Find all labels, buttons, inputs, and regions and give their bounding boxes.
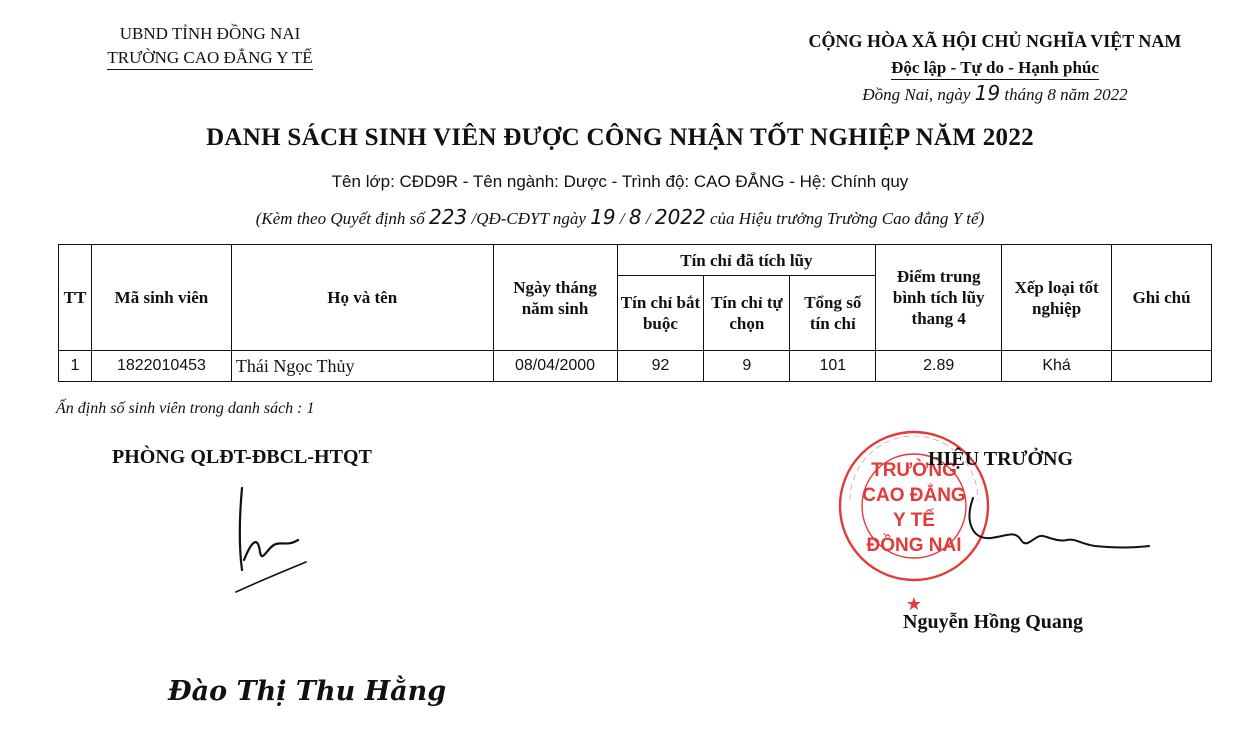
cell-credits-elective: 9	[704, 351, 790, 382]
decision-prefix: (Kèm theo Quyết định số	[255, 209, 425, 228]
decision-suffix: của Hiệu trưởng Trường Cao đẳng Y tế)	[710, 209, 985, 228]
decision-number: 223	[429, 205, 468, 229]
header-credits-group: Tín chỉ đã tích lũy	[617, 245, 876, 276]
cell-tt: 1	[59, 351, 92, 382]
agency-header	[70, 22, 350, 70]
stamp-line-3: Y TẾ	[893, 510, 935, 531]
issue-date-prefix: Đồng Nai, ngày	[862, 85, 971, 104]
decision-month: 8	[628, 205, 642, 229]
table-row	[59, 351, 1212, 382]
decision-day: 19	[590, 205, 616, 229]
cell-credits-required: 92	[617, 351, 704, 382]
cell-student-id: 1822010453	[91, 351, 231, 382]
header-note: Ghi chú	[1112, 245, 1212, 351]
student-count-note: Ấn định số sinh viên trong danh sách : 1	[56, 400, 315, 417]
decision-year: 2022	[654, 205, 706, 229]
decision-sep1: /	[619, 209, 625, 228]
cell-classification: Khá	[1002, 351, 1112, 382]
cell-full-name: Thái Ngọc Thủy	[231, 351, 493, 382]
cell-dob: 08/04/2000	[493, 351, 617, 382]
stamp-line-1: TRƯỜNG	[871, 460, 957, 481]
decision-reference	[0, 205, 1240, 229]
department-title: PHÒNG QLĐT-ĐBCL-HTQT	[112, 446, 372, 468]
document-title: DANH SÁCH SINH VIÊN ĐƯỢC CÔNG NHẬN TỐT NGHIỆP NĂM 2022	[206, 124, 1034, 151]
decision-sep2: /	[645, 209, 651, 228]
agency-name: UBND TỈNH ĐỒNG NAI	[119, 24, 301, 43]
header-classification: Xếp loại tốt nghiệp	[1002, 245, 1112, 351]
header-credits-required: Tín chỉ bắt buộc	[617, 276, 704, 351]
header-dob: Ngày tháng năm sinh	[493, 245, 617, 351]
header-full-name: Họ và tên	[231, 245, 493, 351]
department-signer-name: Đào Thị Thu Hằng	[168, 676, 447, 707]
decision-middle: /QĐ-CĐYT ngày	[471, 209, 586, 228]
graduates-table	[58, 244, 1212, 382]
header-credits-elective: Tín chỉ tự chọn	[704, 276, 790, 351]
department-signature-mark	[222, 480, 322, 600]
header-gpa: Điểm trung bình tích lũy thang 4	[876, 245, 1002, 351]
principal-signature-mark	[955, 490, 1155, 570]
stamp-line-2: CAO ĐẲNG	[862, 485, 966, 506]
issue-date-suffix: tháng 8 năm 2022	[1004, 85, 1128, 104]
header-tt: TT	[59, 245, 92, 351]
school-name: TRƯỜNG CAO ĐẲNG Y TẾ	[107, 47, 312, 70]
national-header	[760, 28, 1230, 108]
issue-date	[760, 80, 1230, 108]
principal-title: HIỆU TRƯỞNG	[928, 448, 1074, 470]
principal-name: Nguyễn Hồng Quang	[903, 611, 1084, 633]
national-motto: Độc lập - Tự do - Hạnh phúc	[891, 57, 1099, 80]
issue-date-day: 19	[974, 81, 1001, 105]
cell-note	[1112, 351, 1212, 382]
cell-gpa: 2.89	[876, 351, 1002, 382]
stamp-line-4: ĐỒNG NAI	[866, 535, 962, 556]
class-info: Tên lớp: CĐD9R - Tên ngành: Dược - Trình độ: CAO ĐẲNG - Hệ: Chính quy	[331, 172, 909, 191]
header-credits-total: Tổng số tín chỉ	[790, 276, 876, 351]
svg-text:★: ★	[905, 594, 923, 614]
cell-credits-total: 101	[790, 351, 876, 382]
national-title: CỘNG HÒA XÃ HỘI CHỦ NGHĨA VIỆT NAM	[808, 31, 1182, 51]
header-student-id: Mã sinh viên	[91, 245, 231, 351]
